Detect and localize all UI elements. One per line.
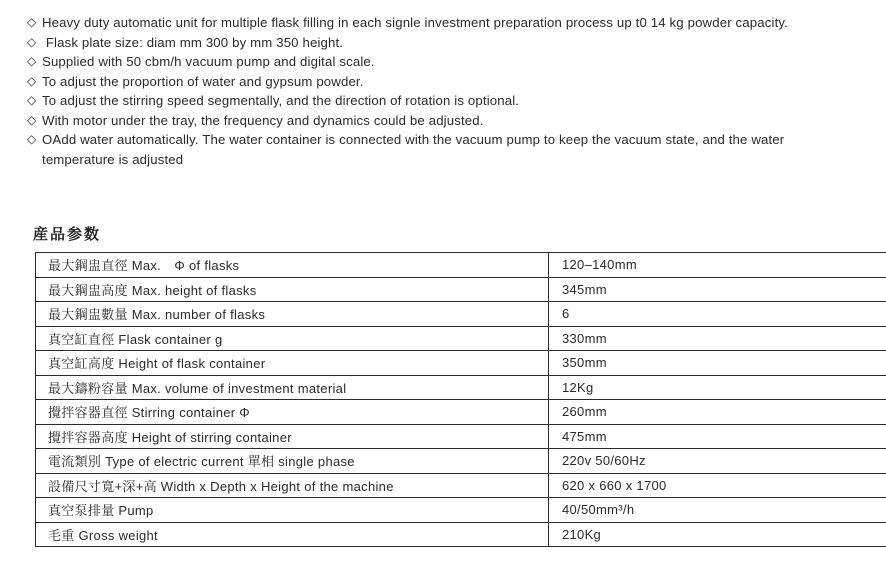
table-row: [36, 351, 886, 376]
feature-text: With motor under the tray, the frequency and dynamics could be adjusted.: [42, 112, 484, 128]
spec-label-cell: 真空缸高度 Height of flask container: [36, 351, 549, 376]
feature-item: [27, 33, 886, 53]
table-row: [36, 326, 886, 351]
diamond-bullet-icon: ◇: [27, 34, 37, 49]
feature-item: [27, 13, 886, 33]
spec-label-cell: 攪拌容器直徑 Stirring container Φ: [36, 400, 549, 425]
table-row: [36, 375, 886, 400]
feature-text: Heavy duty automatic unit for multiple flask filling in each signle investment preparation process up t0 14 kg powder capacity.: [42, 15, 788, 30]
spec-label-cell: 最大鋼盅直徑 Max. Φ of flasks: [36, 253, 549, 278]
diamond-bullet-icon: ◇: [27, 132, 37, 146]
product-parameters-table: [35, 252, 886, 547]
spec-value-cell: 40/50mm³/h: [549, 498, 886, 523]
table-row: [36, 522, 886, 547]
spec-value-cell: 350mm: [549, 351, 886, 376]
diamond-bullet-icon: ◇: [27, 112, 37, 127]
feature-text: To adjust the stirring speed segmentally, and the direction of rotation is optional.: [42, 93, 520, 108]
feature-text: To adjust the proportion of water and gypsum powder.: [42, 73, 364, 89]
table-row: [36, 498, 886, 523]
feature-item: [27, 52, 886, 72]
feature-item: [27, 91, 886, 111]
spec-value-cell: 330mm: [549, 326, 886, 351]
feature-item: [27, 130, 886, 169]
table-row: [36, 449, 886, 474]
table-row: [36, 424, 886, 449]
diamond-bullet-icon: ◇: [27, 93, 37, 107]
spec-value-cell: 260mm: [549, 400, 886, 425]
feature-text: OAdd water automatically. The water container is connected with the vacuum pump to keep the vacuum state, and the water temperature is adjusted: [42, 132, 789, 167]
feature-text: Supplied with 50 cbm/h vacuum pump and digital scale.: [42, 54, 375, 69]
feature-item: [27, 72, 886, 92]
spec-value-cell: 210Kg: [549, 522, 886, 547]
spec-label-cell: 最大鑄粉容量 Max. volume of investment material: [36, 375, 549, 400]
diamond-bullet-icon: ◇: [27, 54, 37, 68]
diamond-bullet-icon: ◇: [27, 73, 37, 88]
feature-list: [0, 0, 886, 169]
spec-label-cell: 設備尺寸寬+深+高 Width x Depth x Height of the machine: [36, 473, 549, 498]
spec-value-cell: 475mm: [549, 424, 886, 449]
spec-label-cell: 最大鋼盅數量 Max. number of flasks: [36, 302, 549, 327]
table-row: [36, 277, 886, 302]
spec-label-cell: 真空缸直徑 Flask container g: [36, 326, 549, 351]
table-row: [36, 302, 886, 327]
spec-value-cell: 120–140mm: [549, 253, 886, 278]
table-row: [36, 400, 886, 425]
spec-label-cell: 毛重 Gross weight: [36, 522, 549, 547]
spec-label-cell: 真空泵排量 Pump: [36, 498, 549, 523]
spec-value-cell: 345mm: [549, 277, 886, 302]
spec-label-cell: 最大鋼盅高度 Max. height of flasks: [36, 277, 549, 302]
spec-label-cell: 攪拌容器高度 Height of stirring container: [36, 424, 549, 449]
table-row: [36, 473, 886, 498]
spec-value-cell: 220v 50/60Hz: [549, 449, 886, 474]
table-row: [36, 253, 886, 278]
spec-value-cell: 12Kg: [549, 375, 886, 400]
spec-label-cell: 電流類別 Type of electric current 單相 single phase: [36, 449, 549, 474]
spec-value-cell: 620 x 660 x 1700: [549, 473, 886, 498]
spec-value-cell: 6: [549, 302, 886, 327]
section-title-product-parameters: 産品参数: [33, 226, 102, 243]
feature-item: [27, 111, 886, 131]
diamond-bullet-icon: ◇: [27, 15, 37, 29]
feature-text: Flask plate size: diam mm 300 by mm 350 height.: [42, 34, 344, 50]
